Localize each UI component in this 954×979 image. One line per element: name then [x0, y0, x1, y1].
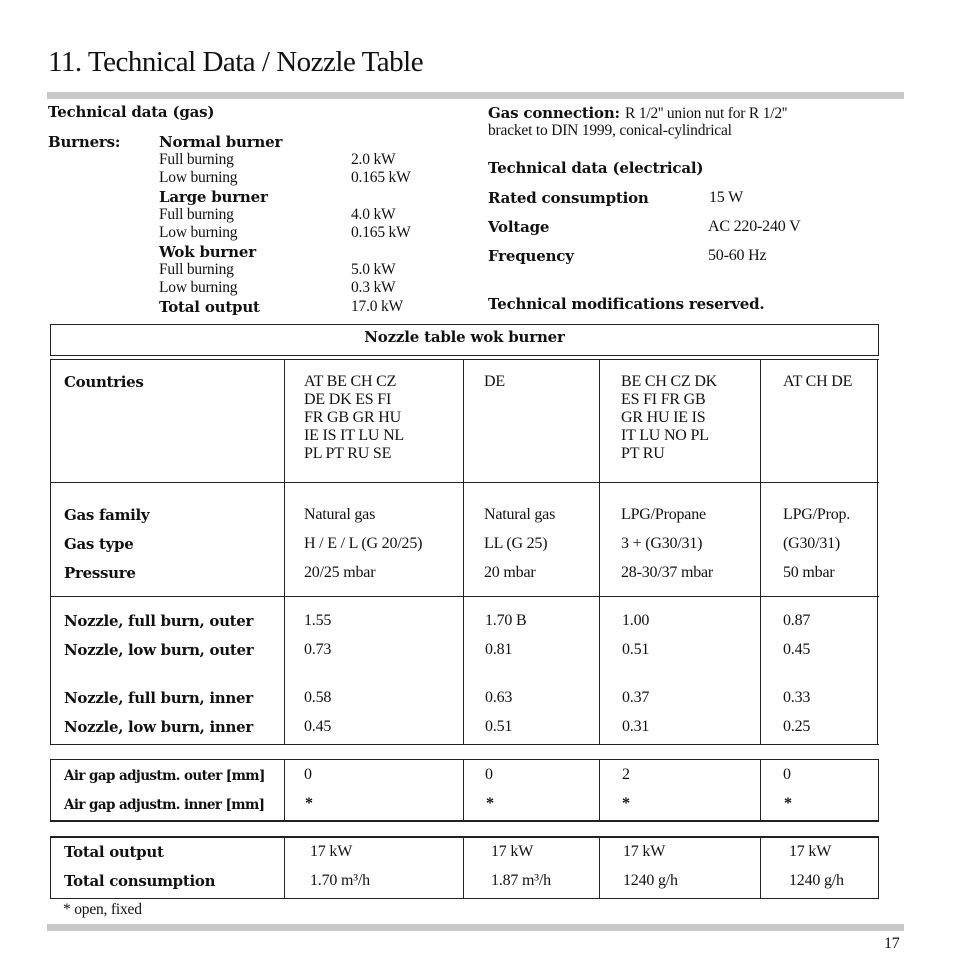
table-cell: 0.87	[783, 612, 811, 629]
table-row-label: Total output	[64, 843, 164, 861]
burner-row-label: Low burning	[159, 279, 238, 296]
table-cell: 20/25 mbar	[304, 564, 376, 581]
gas-connection-label: Gas connection:	[488, 104, 620, 122]
burner-row-value: 0.165 kW	[351, 169, 411, 186]
table-col-divider	[599, 759, 600, 822]
burner-row-label: Low burning	[159, 224, 238, 241]
table-cell: Natural gas	[304, 506, 376, 523]
table-col-divider	[463, 759, 464, 822]
table-cell: 1.87 m³/h	[491, 872, 551, 889]
electrical-row-label: Voltage	[488, 218, 550, 236]
electrical-row-label: Rated consumption	[488, 189, 649, 207]
table-row-label: Nozzle, full burn, outer	[64, 612, 254, 630]
table-cell: 0.33	[783, 689, 811, 706]
country-line: DE DK ES FI	[304, 391, 392, 408]
table-cell: 1.70 B	[485, 612, 527, 629]
table-cell: 28-30/37 mbar	[621, 564, 714, 581]
table-cell: Natural gas	[484, 506, 556, 523]
countries-label: Countries	[64, 373, 144, 391]
electrical-row-value: 50-60 Hz	[708, 247, 767, 264]
table-col-divider	[284, 759, 285, 822]
table-cell: *	[486, 795, 494, 812]
page-number: 17	[884, 935, 900, 952]
table-cell: 17 kW	[491, 843, 534, 860]
burner-row-value: 0.3 kW	[351, 279, 396, 296]
country-line: PT RU	[621, 445, 665, 462]
table-cell: 3 + (G30/31)	[621, 535, 703, 552]
table-row-label: Total consumption	[64, 872, 216, 890]
table-cell: *	[784, 795, 792, 812]
table-divider	[50, 482, 879, 483]
table-row-label: Pressure	[64, 564, 136, 582]
country-line: ES FI FR GB	[621, 391, 706, 408]
countries-cell	[484, 373, 505, 391]
gas-connection-line1: R 1/2'' union nut for R 1/2''	[625, 105, 788, 122]
table-col-divider	[284, 359, 285, 745]
table-cell: LL (G 25)	[484, 535, 548, 552]
burner-row-value: 0.165 kW	[351, 224, 411, 241]
burners-label: Burners:	[48, 133, 121, 151]
burner-name: Wok burner	[159, 243, 256, 261]
footer-rule	[47, 924, 904, 931]
table-cell: 0.45	[783, 641, 811, 658]
table-col-divider	[599, 836, 600, 899]
countries-cell	[304, 373, 404, 463]
table-cell: 0.51	[485, 718, 513, 735]
table-cell: 0	[485, 766, 493, 783]
country-line: AT BE CH CZ	[304, 373, 397, 390]
table-cell: 17 kW	[789, 843, 832, 860]
burner-name: Large burner	[159, 188, 268, 206]
burner-row-label: Full burning	[159, 206, 234, 223]
table-cell: 0	[304, 766, 312, 783]
table-col-divider	[463, 836, 464, 899]
table-cell: *	[305, 795, 313, 812]
table-col-divider	[760, 759, 761, 822]
table-cell: LPG/Propane	[621, 506, 706, 523]
table-cell: H / E / L (G 20/25)	[304, 535, 423, 552]
burner-row-label: Full burning	[159, 151, 234, 168]
table-cell: 0.31	[622, 718, 650, 735]
table-border	[877, 359, 878, 745]
table-col-divider	[760, 359, 761, 745]
table-cell: 1240 g/h	[623, 872, 678, 889]
table-col-divider	[463, 359, 464, 745]
countries-cell	[783, 373, 852, 391]
country-line: PL PT RU SE	[304, 445, 392, 462]
table-row-label: Air gap adjustm. inner [mm]	[64, 797, 265, 813]
page-title: 11. Technical Data / Nozzle Table	[48, 46, 424, 78]
table-cell: 0.37	[622, 689, 650, 706]
table-cell: 50 mbar	[783, 564, 835, 581]
gas-data-heading: Technical data (gas)	[48, 103, 215, 121]
gas-connection	[488, 103, 787, 123]
table-col-divider	[284, 836, 285, 899]
table-col-divider	[599, 359, 600, 745]
total-output-value: 17.0 kW	[351, 298, 403, 315]
table-cell: 0.25	[783, 718, 811, 735]
country-line: AT CH DE	[783, 373, 853, 390]
table-cell: 1.00	[622, 612, 650, 629]
table-row-label: Nozzle, low burn, outer	[64, 641, 254, 659]
table-cell: 0.73	[304, 641, 332, 658]
table-row-label: Nozzle, low burn, inner	[64, 718, 253, 736]
total-output-label: Total output	[159, 298, 260, 316]
footnote: * open, fixed	[63, 901, 142, 918]
header-rule	[47, 92, 904, 99]
country-line: IE IS IT LU NL	[304, 427, 404, 444]
burner-row-label: Full burning	[159, 261, 234, 278]
country-line: IT LU NO PL	[621, 427, 709, 444]
nozzle-table-title: Nozzle table wok burner	[364, 328, 565, 346]
table-cell: 20 mbar	[484, 564, 536, 581]
country-line: FR GB GR HU	[304, 409, 401, 426]
country-line: GR HU IE IS	[621, 409, 706, 426]
table-cell: 0	[783, 766, 791, 783]
electrical-row-value: 15 W	[709, 189, 744, 206]
table-row-label: Gas type	[64, 535, 134, 553]
electrical-row-label: Frequency	[488, 247, 574, 265]
table-cell: 2	[622, 766, 630, 783]
table-cell: 0.63	[485, 689, 513, 706]
burner-row-value: 2.0 kW	[351, 151, 396, 168]
table-divider	[50, 596, 879, 597]
table-cell: 0.81	[485, 641, 513, 658]
table-col-divider	[760, 836, 761, 899]
table-cell: 1.70 m³/h	[310, 872, 370, 889]
table-cell: 0.58	[304, 689, 332, 706]
table-row-label: Air gap adjustm. outer [mm]	[64, 768, 265, 784]
burner-row-value: 4.0 kW	[351, 206, 396, 223]
electrical-heading: Technical data (electrical)	[488, 159, 704, 177]
table-cell: LPG/Prop.	[783, 506, 851, 523]
table-cell: *	[622, 795, 630, 812]
table-cell: 1.55	[304, 612, 332, 629]
gas-connection-line2: bracket to DIN 1999, conical-cylindrical	[488, 122, 732, 139]
nozzle-table-main	[50, 359, 879, 745]
electrical-row-value: AC 220-240 V	[708, 218, 801, 235]
table-cell: 17 kW	[623, 843, 666, 860]
table-cell: 17 kW	[310, 843, 353, 860]
table-cell: 1240 g/h	[789, 872, 844, 889]
country-line: DE	[484, 373, 505, 390]
table-border	[50, 359, 879, 360]
table-cell: 0.51	[622, 641, 650, 658]
table-row-label: Gas family	[64, 506, 150, 524]
table-row-label: Nozzle, full burn, inner	[64, 689, 253, 707]
country-line: BE CH CZ DK	[621, 373, 718, 390]
table-cell: (G30/31)	[783, 535, 841, 552]
burner-row-label: Low burning	[159, 169, 238, 186]
table-cell: 0.45	[304, 718, 332, 735]
burner-row-value: 5.0 kW	[351, 261, 396, 278]
countries-cell	[621, 373, 717, 463]
modifications-note: Technical modifications reserved.	[488, 295, 765, 313]
burner-name: Normal burner	[159, 133, 283, 151]
